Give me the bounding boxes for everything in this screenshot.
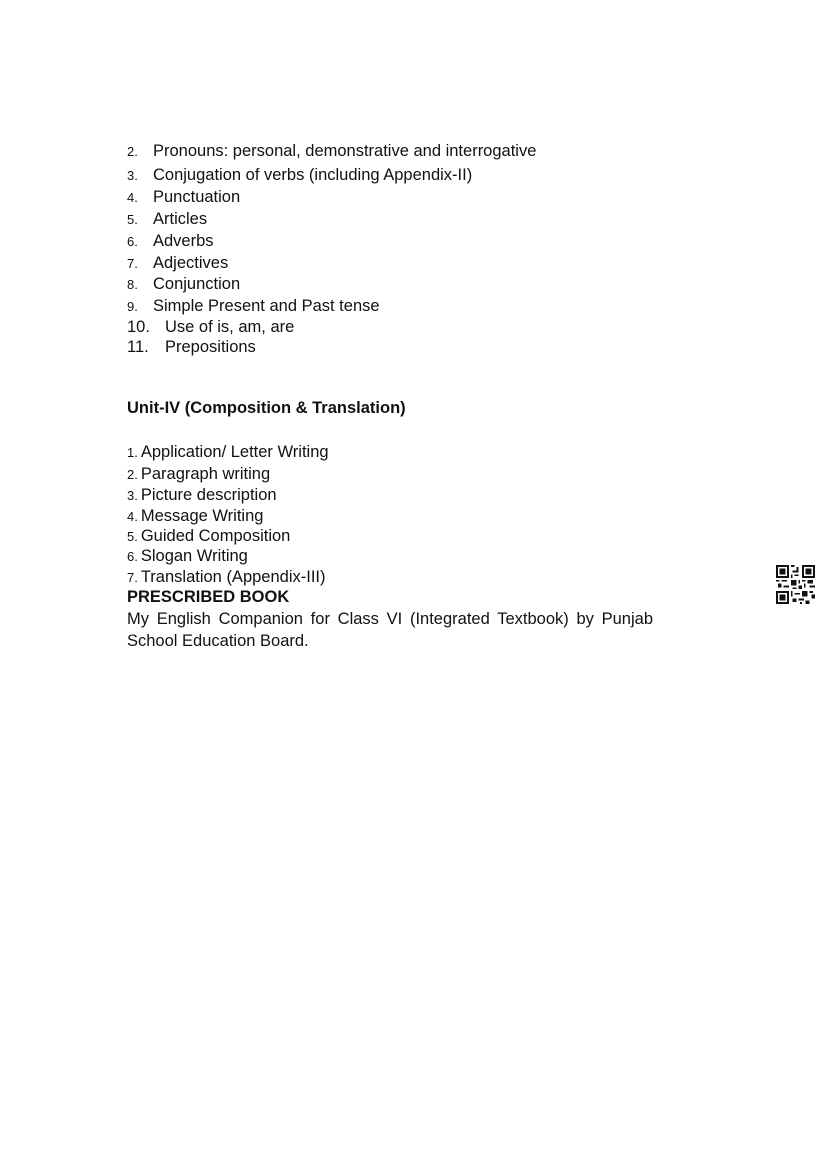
item-number: 2. (127, 467, 138, 482)
item-number: 1. (127, 445, 138, 460)
unit-iv-heading: Unit-IV (Composition & Translation) (127, 399, 406, 417)
list-item (127, 209, 207, 230)
list-item (127, 317, 294, 337)
item-text: Simple Present and Past tense (153, 297, 380, 315)
list-item (127, 253, 228, 274)
list-item (127, 464, 270, 485)
item-text: Paragraph writing (140, 465, 271, 483)
item-number: 8. (127, 277, 138, 292)
list-item (127, 337, 256, 357)
item-number: 6. (127, 549, 138, 564)
list-item (127, 165, 472, 186)
item-text: Guided Composition (140, 527, 291, 545)
item-text: Articles (153, 210, 208, 228)
item-text: Prepositions (165, 338, 256, 356)
item-number: 7. (127, 256, 138, 271)
item-number: 11. (127, 338, 149, 356)
item-text: Adjectives (153, 254, 229, 272)
item-text: Adverbs (153, 232, 214, 250)
list-item (127, 442, 329, 463)
prescribed-book-text: My English Companion for Class VI (Integrated Textbook) by Punjab School Education Board. (127, 610, 653, 650)
item-number: 5. (127, 212, 138, 227)
list-item (127, 231, 214, 252)
item-text: Use of is, am, are (165, 318, 295, 336)
list-item (127, 567, 325, 588)
item-text: Punctuation (153, 188, 241, 206)
item-text: Application/ Letter Writing (140, 443, 329, 461)
list-item (127, 187, 240, 208)
item-text: Conjugation of verbs (including Appendix-II) (153, 166, 473, 184)
item-number: 5. (127, 529, 138, 544)
item-number: 2. (127, 144, 138, 159)
item-number: 7. (127, 570, 138, 585)
item-number: 3. (127, 488, 138, 503)
item-text: Pronouns: personal, demonstrative and interrogative (153, 142, 537, 160)
item-number: 4. (127, 509, 138, 524)
item-number: 9. (127, 299, 138, 314)
prescribed-book-heading: PRESCRIBED BOOK (127, 588, 290, 606)
item-number: 6. (127, 234, 138, 249)
list-item (127, 485, 277, 506)
item-number: 4. (127, 190, 138, 205)
list-item (127, 274, 240, 295)
item-number: 3. (127, 168, 138, 183)
item-text: Conjunction (153, 275, 241, 293)
list-item (127, 526, 290, 547)
item-number: 10. (127, 318, 150, 336)
list-item (127, 296, 380, 317)
item-text: Message Writing (140, 507, 264, 525)
item-text: Slogan Writing (140, 547, 248, 565)
item-text: Picture description (140, 486, 277, 504)
list-item (127, 546, 248, 567)
list-item (127, 141, 536, 162)
list-item (127, 506, 263, 527)
qr-code-icon (776, 565, 815, 604)
item-text: Translation (Appendix-III) (140, 568, 326, 586)
